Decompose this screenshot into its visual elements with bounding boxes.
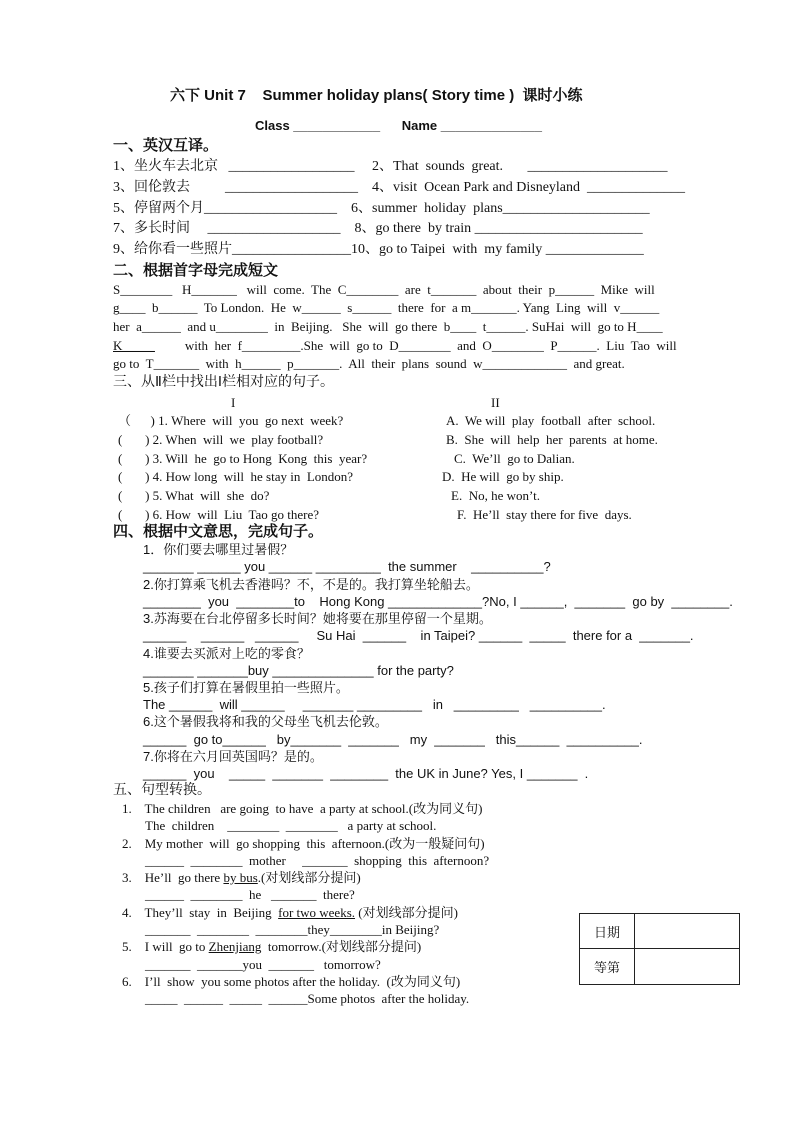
page-title: 六下 Unit 7 Summer holiday plans( Story time ) 课时小练 xyxy=(170,87,583,104)
chinese-prompt: 6.这个暑假我将和我的父母坐飞机去伦敦。 xyxy=(143,714,388,729)
question-left: ( ) 5. What will she do? xyxy=(118,488,270,503)
underlined-phrase: for two weeks. xyxy=(278,905,356,920)
underlined-phrase: Zhenjiang xyxy=(208,939,262,954)
answer-line: The ______ will ______ _______ _________ in _________ __________. xyxy=(143,697,606,712)
chinese-prompt: 7.你将在六月回英国吗？是的。 xyxy=(143,749,323,764)
column-1-label: I xyxy=(231,395,236,410)
transform-answer: _______ _______you _______ tomorrow? xyxy=(145,957,381,972)
section-4-heading: 四、根据中文意思，完成句子。 xyxy=(113,523,324,540)
transform-question xyxy=(122,940,421,953)
transform-question xyxy=(122,906,458,919)
answer-right: E. No, he won’t. xyxy=(451,488,540,503)
chinese-prompt: 1．你们要去哪里过暑假？ xyxy=(143,542,294,557)
translation-row: 1、坐火车去北京 __________________ 2、That sounds great. ____________________ xyxy=(113,159,668,174)
translation-row: 7、多长时间 ___________________ 8、go there by train ________________________ xyxy=(113,221,643,236)
date-grade-box xyxy=(579,913,740,985)
answer-line: _______ ______ you ______ _________ the summer __________? xyxy=(143,559,551,574)
transform-question: 6. I’ll show you some photos after the holiday. (改为同义句) xyxy=(122,974,461,989)
column-2-label: II xyxy=(491,395,500,410)
question-instruction: tomorrow.(对划线部分提问) xyxy=(261,939,422,954)
passage-line: her a______ and u________ in Beijing. She will go there b____ t______. SuHai will go to H____ xyxy=(113,319,663,334)
section-5-heading: 五、句型转换。 xyxy=(113,783,211,798)
answer-line: ______ ______ ______ Su Hai ______ in Taipei? ______ _____ there for a _______. xyxy=(143,628,694,643)
question-left: ( ) 3. Will he go to Hong Kong this year? xyxy=(118,451,368,466)
question-left: （ ) 1. Where will you go next week? xyxy=(118,413,344,428)
question-left: ( ) 2. When will we play football? xyxy=(118,432,324,447)
transform-answer: ______ ________ mother _______ shopping this afternoon? xyxy=(145,853,490,868)
answer-line: ______ go to______ by_______ _______ my _______ this______ __________. xyxy=(143,732,643,747)
answer-right: D. He will go by ship. xyxy=(442,469,564,484)
answer-right: B. She will help her parents at home. xyxy=(446,432,658,447)
transform-answer: ______ ________ he _______ there? xyxy=(145,887,355,902)
question-left: ( ) 4. How long will he stay in London? xyxy=(118,469,354,484)
passage-line: go to T_______ with h______ p_______. All their plans sound w_____________ and great. xyxy=(113,356,625,371)
passage-line: S________ H_______ will come. The C________ are t_______ about their p______ Mike will xyxy=(113,282,655,297)
underlined-phrase: by bus xyxy=(223,870,258,885)
question-instruction: (对划线部分提问) xyxy=(355,905,458,920)
answer-right: A. We will play football after school. xyxy=(446,413,656,428)
passage-line-rest: with her f_________.She will go to D________ and O________ P______. Liu Tao will xyxy=(184,338,677,353)
section-2-heading: 二、根据首字母完成短文 xyxy=(113,262,279,279)
question-text: 4. They’ll stay in Beijing xyxy=(122,905,279,920)
class-name-line: Class ____________ Name ______________ xyxy=(255,118,542,133)
date-cell xyxy=(635,914,740,949)
chinese-prompt: 3.苏海要在台北停留多长时间？她将要在那里停留一个星期。 xyxy=(143,611,492,626)
grade-label: 等第 xyxy=(580,949,635,985)
transform-answer: _______ ________ ________they________in Beijing? xyxy=(145,922,440,937)
question-left: ( ) 6. How will Liu Tao go there? xyxy=(118,507,320,522)
question-instruction: .(对划线部分提问) xyxy=(257,870,361,885)
transform-question: 2. My mother will go shopping this afternoon.(改为一般疑问句) xyxy=(122,836,485,851)
transform-question xyxy=(122,871,361,884)
section-1-heading: 一、英汉互译。 xyxy=(113,137,219,154)
question-text: 5. I will go to xyxy=(122,939,209,954)
section-3-heading: 三、从Ⅱ栏中找出Ⅰ栏相对应的句子。 xyxy=(113,375,335,390)
answer-right: F. He’ll stay there for five days. xyxy=(457,507,632,522)
grade-cell xyxy=(635,949,740,985)
answer-line: _______ _______buy ______________ for the party? xyxy=(143,663,454,678)
passage-line: g____ b______ To London. He w______ s______ there for a m_______. Yang Ling will v______ xyxy=(113,300,660,315)
transform-answer: The children ________ ________ a party at school. xyxy=(145,818,437,833)
question-text: 3. He’ll go there xyxy=(122,870,224,885)
passage-line xyxy=(113,339,677,352)
answer-line: ________ you ________to Hong Kong _____________?No, I ______, _______ go by ________. xyxy=(143,594,733,609)
transform-answer: _____ ______ _____ ______Some photos after the holiday. xyxy=(145,991,470,1006)
chinese-prompt: 4.谁要去买派对上吃的零食？ xyxy=(143,646,310,661)
answer-line: ______ you _____ _______ ________ the UK in June? Yes, I _______ . xyxy=(143,766,589,781)
passage-word-k: K_____ xyxy=(113,338,155,353)
transform-question: 1. The children are going to have a party at school.(改为同义句) xyxy=(122,801,483,816)
translation-row: 3、回伦敦去 ___________________ 4、visit Ocean Park and Disneyland ______________ xyxy=(113,180,686,195)
chinese-prompt: 5.孩子们打算在暑假里拍一些照片。 xyxy=(143,680,349,695)
date-label: 日期 xyxy=(580,914,635,949)
answer-right: C. We’ll go to Dalian. xyxy=(454,451,575,466)
translation-row: 9、给你看一些照片_________________10、go to Taipei with my family ______________ xyxy=(113,242,644,257)
translation-row: 5、停留两个月___________________ 6、summer holiday plans_____________________ xyxy=(113,201,650,216)
chinese-prompt: 2.你打算乘飞机去香港吗？不，不是的。我打算坐轮船去。 xyxy=(143,577,479,592)
